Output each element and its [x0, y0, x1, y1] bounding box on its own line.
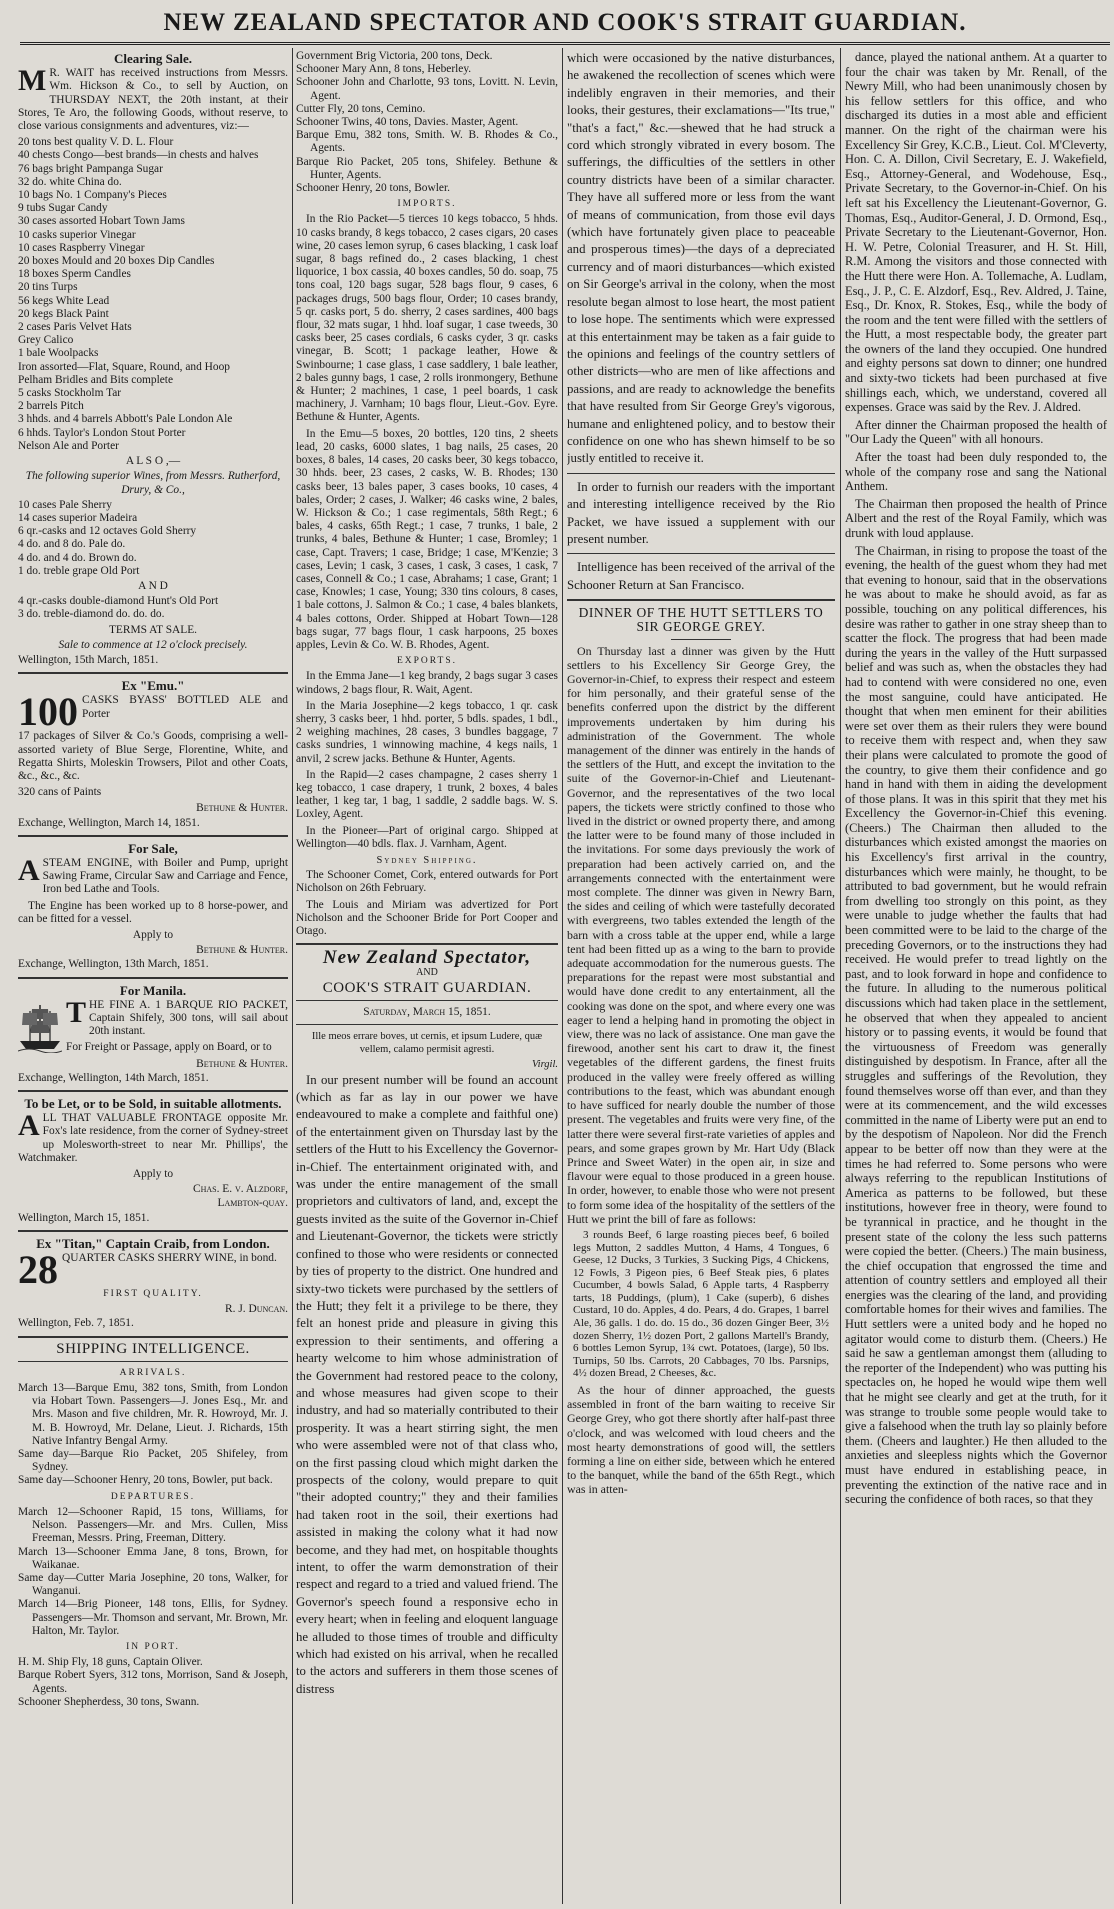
report-paragraph: After dinner the Chairman proposed the health of "Our Lady the Queen" with all honours. [845, 417, 1107, 447]
titan-heading: Ex "Titan," Captain Craib, from London. [36, 1235, 270, 1251]
arrivals-list [18, 1382, 288, 1488]
divider [18, 835, 288, 837]
sale-item: 2 cases Paris Velvet Hats [18, 321, 132, 334]
sydney-list [296, 869, 558, 938]
wines-intro: The following superior Wines, from Messrs. Rutherford, Drury, & Co., [25, 470, 281, 496]
sale-item: Grey Calico [18, 334, 74, 347]
column-rule [292, 48, 293, 1904]
sale-item: 20 tins Turps [18, 281, 78, 294]
sale-item: 10 casks superior Vinegar [18, 228, 136, 241]
wine-item: 10 cases Pale Sherry [18, 498, 112, 511]
supplement-notice: In order to furnish our readers with the important and interesting intelligence received by the Rio Packet, we have issued a supplement with our present number. [567, 479, 835, 546]
clearing-sale-heading: Clearing Sale. [114, 51, 192, 66]
emu-more: 17 packages of Silver & Co.'s Goods, comprising a well-assorted variety of Blue Serge, Florentine, White, and Regatta Shirts, Moleskin Trowsers, Pilot and other Coats, &c., &c., &c. [18, 730, 288, 782]
export-paragraph: In the Maria Josephine—2 kegs tobacco, 1 qr. cask sherry, 3 casks beer, 1 hhd. porter, 5 bdls. spades, 1 bdl., 2 weighing machines, 28 cases, 3 bundles baggage, 7 casks sundries, 1 winnowing machine, 4 kegs nails, 1 anvil, 2 screw jacks. Bethune & Hunter, Agents. [296, 699, 558, 765]
titan-quality: FIRST QUALITY. [103, 1289, 203, 1300]
clearing-sale-items [18, 136, 288, 453]
sale-item: 9 tubs Sugar Candy [18, 202, 108, 215]
divider [18, 672, 288, 674]
port-item: Barque Emu, 382 tons, Smith. W. B. Rhodes & Co., Agents. [296, 129, 558, 155]
departures-heading: DEPARTURES. [110, 1491, 196, 1502]
report-paragraph: The Chairman then proposed the health of Prince Albert and the rest of the Royal Family, which was drunk with loud applause. [845, 496, 1107, 540]
titan-signature: R. J. Duncan. [225, 1303, 288, 1316]
frontage-apply: Apply to [132, 1168, 174, 1181]
drop-cap: A [18, 853, 40, 887]
port-item: Schooner Henry, 20 tons, Bowler. [296, 182, 450, 195]
column-2 [296, 50, 558, 1900]
in-port-list-continued [296, 50, 558, 195]
sale-item: 76 bags bright Pampanga Sugar [18, 162, 163, 175]
frontage-heading: To be Let, or to be Sold, in suitable allotments. [24, 1096, 282, 1112]
divider [567, 553, 835, 554]
wine-item: 14 cases superior Madeira [18, 511, 138, 524]
titan-ad: 28 QUARTER CASKS SHERRY WINE, in bond. [18, 1247, 277, 1293]
manila-date: Exchange, Wellington, 14th March, 1851. [18, 1071, 209, 1084]
sale-item: 18 boxes Sperm Candles [18, 268, 131, 281]
wine-items [18, 499, 288, 578]
export-paragraph: In the Emma Jane—1 keg brandy, 2 bags sugar 3 cases windows, 2 bags flour, R. Wait, Agent. [296, 670, 558, 696]
shipping-heading: SHIPPING INTELLIGENCE. [56, 1340, 250, 1357]
emu-paints: 320 cans of Paints [18, 786, 102, 799]
column-3 [567, 50, 835, 1900]
frontage-ad: ALL THAT VALUABLE FRONTAGE opposite Mr. Fox's late residence, from the corner of Sydney-street up Molesworth-street to near Mr. Phillips', the Watchmaker. [18, 1109, 288, 1164]
port-item: Cutter Fly, 20 tons, Cemino. [296, 102, 426, 115]
dinner-paragraph: On Thursday last a dinner was given by the Hutt settlers to his Excellency Sir George Grey, the Governor-in-Chief, to express their respect and esteem for him personally, and their grateful sense of the benefits conferred upon the district by the different improvements undertaken by him during his administration of the Government. The whole management of the dinner was entirely in the hands of the settlers of the Hutt, and except the invitation to the suite of the Governor-in-Chief and Lieutenant-Governor, and the representatives of the two local papers, the tickets were strictly confined to those who lived in the district or owned property there, and among the latter were to be found many of those included in the invitations. For some days previously the work of preparation had been actively carried on, and the arrangements connected with the entertainment were most complete. The dinner was given in Newry Barn, the sides and ceiling of which were tastefully decorated with evergreens, two tables extended the length of the barn with a cross table at the upper end, while a large tent had been fitted up as a wing to the barn to provide adequate accommodation for the numerous guests. The preparations for the repast were most substantial and would have done credit to any entertainment, all the cooking was done on the spot, and where every one was eager to lend a helping hand in promoting the object in view, there was no lack of assistance. One man gave the firewood, another sent his cart to draw it, the finest vegetables of the different gardens, the finest fruits produced in the valley were freely offered as willing contributions to the feast, which was abundant enough to have sufficed for nearly double the number of those present. The vegetables and fruits were very fine, of the latter there were several first-rate varieties of apples and pears, and some grapes grown by Mr. Hart Udy (Black Prince and Sweet Water) in the open air, in size and flavour were equal to those produced in a green house. In order, however, to enable those who were not present to form some idea of the hospitality of the settlers of the Hutt we print the bill of fare as follows: [567, 643, 835, 1226]
wine-item: 1 do. treble grape Old Port [18, 564, 140, 577]
arrival-item: Same day—Schooner Henry, 20 tons, Bowler, put back. [18, 1474, 273, 1487]
arrival-item: Same day—Barque Rio Packet, 205 Shifeley, from Sydney. [18, 1448, 288, 1474]
divider [18, 1230, 288, 1232]
drop-cap: T [66, 995, 87, 1029]
export-paragraph: In the Rapid—2 cases champagne, 2 cases sherry 1 keg tobacco, 1 case drapery, 1 trunk, 2 boxes, 4 bales leather, 1 keg tar, 1 bag, 1 saddle, 2 saddle bags. W. S. Loxley, Agent. [296, 768, 558, 821]
paper-title-2: COOK'S STRAIT GUARDIAN. [322, 979, 532, 996]
emu-ad: 100 CASKS BYASS' BOTTLED ALE and Porter [18, 689, 288, 735]
departure-item: March 14—Brig Pioneer, 148 tons, Ellis, for Sydney. Passengers—Mr. Thomson and servant, Mr. Brown, Mr. Halton, Mr. Taylor. [18, 1598, 288, 1637]
emu-heading: Ex "Emu." [121, 678, 185, 694]
emu-signature: Bethune & Hunter. [196, 802, 288, 815]
exports-list [296, 670, 558, 851]
masthead-rule [20, 42, 1110, 45]
wine-items-2 [18, 595, 288, 621]
editorial: In our present number will be found an account (which as far as lay in our power we have endeavoured to make a complete and faithful one) of the entertainment given on Thursday last by the settlers of the Hutt to his Excellency the Governor-in-Chief. The entertainment originated with, and was under the entire management of the small proprietors and cultivators of land, and, except the guests invited as the suite of the Governor in-Chief and Lieutenant-Governor, the tickets were strictly confined to those who were residents or connected by ties of property to the district. One hundred and sixty-two tickets were purchased by the settlers of the Hutt; they felt it a privilege to be there, they felt an honest pride and pleasure in giving this expression to their sentiments, and offering a hearty welcome to him whose administration of the Government had restored peace to the colony, and whose measures had given scope to their industry, and had so materially contributed to their prosperity. It was a heart stirring sight, the men who were assembled were not of that class who, on the first passing cloud which might darken the prospects of the colony, would prepare to quit "their adopted country;" they and their families had taken root in the soil, their exertions had assisted in making the colony what it had now become, and they had met, on hospitable thoughts intent, to offer the warm demonstration of their respect and regard to a tried and valued friend. The Governor's speech found a responsive echo in every heart; when in feeling and eloquent language he alluded to those times of trouble and difficulty which had existed on his arrival, when he recalled to the actors and sufferers in them those scenes of distress [296, 1072, 558, 1696]
divider [296, 1024, 558, 1025]
sale-item: 3 hhds. and 4 barrels Abbott's Pale London Ale [18, 413, 233, 426]
sale-item: 10 cases Raspberry Vinegar [18, 241, 145, 254]
import-paragraph: In the Rio Packet—5 tierces 10 kegs tobacco, 5 hhds. 10 casks brandy, 8 kegs tobacco, 2 cases cigars, 20 cases wine, 20 cases lemon syrup, 6 cases blacking, 1 cask loaf sugar, 8 bags refined do., 2 cases blacking, 1 chest liquorice, 1 box cassia, 40 boxes candles, 50 do. soap, 75 tons coal, 120 bags sugar, 528 bags flour, 9 cases, 6 packages drugs, 500 bags flour, Order; 10 cases brandy, 5 qr. casks port, 5 do. sherry, 2 cases sardines, 400 bags flour, 32 mats sugar, 1 hhd. loaf sugar, 1 case tweeds, 30 casks beer, 25 cases cordials, 6 casks cyder, 3 qr. casks vinegar, B. Scott; 1 package leather, Howe & Swinbourne; 1 case glass, 1 case saddlery, 1 bale leather, 2 bales gunny bags, 1 case, 2 rolls ironmongery, Bethune & Hunter; 2 machines, 1 case, 1 peel boards, 1 cask machinery, J. Varnham; 10 bags flour, Lieut.-Gov. Eyre. Bethune & Hunter, Agents. [296, 213, 558, 424]
wine-item: 4 qr.-casks double-diamond Hunt's Old Port [18, 595, 219, 608]
wine-item: 4 do. and 8 do. Pale do. [18, 538, 126, 551]
manila-text: For Freight or Passage, apply on Board, or to [66, 1041, 272, 1054]
drop-cap: M [18, 64, 47, 98]
exports-heading: EXPORTS. [396, 656, 458, 667]
ship-icon [18, 1001, 62, 1053]
engine-ad: ASTEAM ENGINE, with Boiler and Pump, upright Sawing Frame, Circular Saw and Carriage and Fence, Iron bed Lathe and Tools. [18, 853, 288, 896]
divider [18, 1090, 288, 1092]
sydney-paragraph: The Louis and Miriam was advertized for Port Nicholson and the Schooner Bride for Port Cooper and Otago. [296, 898, 558, 937]
clearing-sale-intro: M R. WAIT has received instructions from Messrs. Wm. Hickson & Co., to sell by Auction, on THURSDAY NEXT, the 20th instant, at their Stores, Te Aro, the following Goods, without reserve, to close various consignments and adventures, viz:— [18, 64, 288, 133]
column-4 [845, 50, 1107, 1900]
divider [18, 977, 288, 979]
divider [567, 599, 835, 601]
sale-item: Nelson Ale and Porter [18, 439, 119, 452]
sydney-heading: Sydney Shipping. [376, 854, 478, 866]
dinner-heading: DINNER OF THE HUTT SETTLERS TO SIR GEORGE GREY. [578, 605, 824, 635]
wine-item: 3 do. treble-diamond do. do. do. [18, 608, 165, 621]
port-item: Schooner Mary Ann, 8 tons, Heberley. [296, 63, 472, 76]
sale-item: 2 barrels Pitch [18, 400, 84, 413]
engine-apply: Apply to [132, 928, 174, 941]
frontage-signature-2: Lambton-quay. [217, 1197, 288, 1210]
engine-date: Exchange, Wellington, 13th March, 1851. [18, 958, 209, 971]
report-paragraph: The Chairman, in rising to propose the toast of the evening, the health of the guest whom they had met that evening to honour, said that in the observations he was about to make he should avoid, as far as possible, touching on any political differences, his desire was rather to gather in one stray sheep than to scatter the flock. The progress that had been made during the years in the valley of the Hutt surpassed belief and was such as, when the obstacles they had had to contend with were considered no one, even the most sanguine, could have anticipated. He thought that when men eminent for their abilities were set over them as their rulers they were bound to receive them with respect and, when they saw their plans were calculated to promote the good of the country, to give them their confidence and go hand in hand with them in aiding the development of those plans. It was in this spirit that they met his Excellency the Governor-in-Chief this evening. (Cheers.) The Chairman then alluded to the disturbances which existed amongst the maories on his Excellency's first arrival in the country, disturbances which were mainly, he thought, to be attributed to bad government, but he would refrain from dwelling too strongly on this point, as they were unable to judge whether the faults that had been committed were to be laid to the charge of the preceding Governors, or to the instructions they had received. He would prefer to tread lightly on the past, and to look forward in hope and confidence to the future. In alluding to the numerous political discussions which had taken place in the settlement, he observed that when they appealed to ancient history or to passing events, it would be found that the virtuousness of Freedom was generally distinguished by despotism. In France, after all the struggles and sufferings of the Revolution, they found themselves worse off than ever, and than they were at its commencement, and the wild excesses committed in the name of Liberty were put an end to by the despotism of Napoleon. Nor did the French appear to be better off now than they were at the times he had referred to. Some persons who were always referring to the republican Institutions of America as patterns to be followed, but these institutions, however free in theory, were found to be tyrannical in practice, and he thought in the present state of the colony the less such patterns were copied the better. (Cheers.) The main business, the chief occupation that engrossed the time and attention of country settlers and employed all their energies was the clearing of the land, and providing comfortable homes for their wives and families. The Hutt settlers were a united body and he hoped no agitator would come to disturb them. (Cheers.) He said he saw a gentleman amongst them (alluding to the reporter of the Independent) who was putting his spectacles on, he hoped he would wipe them well that he might see clearly and get at the truth, for it was strange to trouble some people would take to give a falsehood when the truth lay so plainly before them. (Cheers and laughter.) He then alluded to the anxieties and sleepless nights which the Governor must have endured in establishing peace, in preventing the extinction of the native race and in securing the confidence of both races, so that they [845, 543, 1107, 1507]
column-rule [840, 48, 841, 1904]
sale-item: 30 cases assorted Hobart Town Jams [18, 215, 185, 228]
report-paragraph: After the toast had been duly responded to, the whole of the company rose and sang the National Anthem. [845, 450, 1107, 494]
imports-heading: IMPORTS. [397, 199, 457, 210]
sale-item: 20 boxes Mould and 20 boxes Dip Candles [18, 255, 215, 268]
divider [18, 1361, 288, 1362]
masthead: NEW ZEALAND SPECTATOR AND COOK'S STRAIT GUARDIAN. [163, 9, 967, 36]
divider [671, 639, 731, 640]
export-paragraph: In the Pioneer—Part of original cargo. Shipped at Wellington—40 bdls. flax. J. Varnham, Agent. [296, 824, 558, 850]
motto-source: Virgil. [532, 1059, 558, 1071]
frontage-signature: Chas. E. v. Alzdorf, [193, 1183, 288, 1196]
report-paragraph: dance, played the national anthem. At a quarter to four the chair was taken by Mr. Renall, of the Newry Mill, who had been unanimously chosen by his fellow settlers for this office, and who discharged its duties in a most able and efficient manner. On the right of the chairman were his Excellency Sir Grey, K.C.B., Lieut. Col. M'Cleverty, Hon. C. A. Dillon, Civil Secretary, E. J. Wakefield, Esq., Attorney-General, and Wodehouse, Esq., Private Secretary, to the Governor-in-Chief. On his left sat his Excellency the Lieutenant-Governor, G. Thomas, Esq., Auditor-General, J. D. Ormond, Esq., Private Secretary to the Lieutenant-Governor, Hon. H. W. Petre, Colonial Treasurer, and H. St. Hill, R.M. Among the visitors and those connected with the Hutt there were Hon. A. Tollemache, A. Ludlam, Esq., J. P., C. E. Alzdorf, Esq., Rev. Aldred, J. Taine, Esq., Dr. Knox, R. Stokes, Esq., while the body of the room and the tent were filled with the settlers of the Hutt, a most respectable body, the greater part the owners of the land they occupied. One hundred and eighty persons sat down to dinner; one hundred and sixty-two tickets had been purchased at five shillings each, which, we understand, covered all expenses. Grace was said by the Rev. J. Aldred. [845, 50, 1107, 415]
port-item: Schooner John and Charlotte, 93 tons, Lovitt. N. Levin, Agent. [296, 76, 558, 102]
motto: Ille meos errare boves, ut cernis, et ipsum Ludere, quæ vellem, calamo permisit agresti. [311, 1031, 543, 1056]
departure-item: March 13—Schooner Emma Jane, 8 tons, Brown, for Waikanae. [18, 1545, 288, 1571]
frontage-date: Wellington, March 15, 1851. [18, 1211, 150, 1224]
wine-item: 4 do. and 4 do. Brown do. [18, 551, 137, 564]
arrival-item: March 13—Barque Emu, 382 tons, Smith, from London via Hobart Town. Passengers—J. Jones Esq., Mr. and Mrs. Mason and five children, Mr. R. Howroyd, Mr. J. M. B. Howroyd, Mr. Delane, Lieut. J. Richards, 15th Native Infantry Bengal Army. [18, 1382, 288, 1447]
departure-item: March 12—Schooner Rapid, 15 tons, Williams, for Nelson. Passengers—Mr. and Mrs. Cullen, Miss Freeman, Messrs. Pring, Freeman, Dittery. [18, 1505, 288, 1545]
engine-heading: For Sale, [128, 840, 178, 856]
clearing-date: Wellington, 15th March, 1851. [18, 653, 159, 666]
port-item: Barque Robert Syers, 312 tons, Morrison, Sand & Joseph, Agents. [18, 1669, 288, 1695]
sale-time: Sale to commence at 12 o'clock precisely. [58, 638, 248, 651]
drop-cap: A [18, 1109, 40, 1143]
divider [296, 943, 558, 945]
sale-item: 32 do. white China do. [18, 175, 122, 188]
sale-item: Pelham Bridles and Bits complete [18, 373, 174, 386]
port-item: Government Brig Victoria, 200 tons, Deck. [296, 50, 493, 62]
in-port-list [18, 1656, 288, 1709]
engine-signature: Bethune & Hunter. [196, 944, 288, 957]
titan-date: Wellington, Feb. 7, 1851. [18, 1317, 134, 1330]
in-port-heading: IN PORT. [126, 1641, 180, 1652]
column-1 [18, 50, 288, 1900]
sale-item: 6 hhds. Taylor's London Stout Porter [18, 426, 186, 439]
imports-list [296, 213, 558, 652]
dinner-report [567, 644, 835, 1226]
dinner-report-continued [845, 50, 1107, 1507]
paper-and: AND [416, 967, 438, 979]
departures-list [18, 1506, 288, 1638]
column-rule [562, 48, 563, 1904]
paper-title: New Zealand Spectator, [322, 947, 532, 969]
big-number: 28 [18, 1247, 58, 1293]
divider [567, 473, 835, 474]
intelligence-notice: Intelligence has been received of the arrival of the Schooner Return at San Francisco. [567, 560, 835, 592]
port-item: H. M. Ship Fly, 18 guns, Captain Oliver. [18, 1656, 203, 1669]
departure-item: Same day—Cutter Maria Josephine, 20 tons, Walker, for Wanganui. [18, 1571, 288, 1598]
sale-item: 10 bags No. 1 Company's Pieces [18, 189, 167, 202]
also-heading: A L S O ,— [125, 455, 181, 468]
emu-date: Exchange, Wellington, March 14, 1851. [18, 816, 200, 829]
arrivals-heading: ARRIVALS. [119, 1367, 187, 1378]
sale-item: 5 casks Stockholm Tar [18, 387, 122, 400]
sale-item: 20 tons best quality V. D. L. Flour [18, 136, 174, 149]
engine-text: The Engine has been worked up to 8 horse-power, and can be fitted for a vessel. [18, 899, 288, 925]
paper-date: Saturday, March 15, 1851. [363, 1005, 491, 1018]
import-paragraph: In the Emu—5 boxes, 20 bottles, 120 tins, 2 sheets lead, 20 casks, 6000 slates, 1 bag nails, 25 cases, 20 boxes, 8 bales, 14 cases, 20 casks beer, 30 kegs tobacco, 30 hhds. beer, 23 cases, 2 casks, W. B. Rhodes; 130 casks beer, 13 bales paper, 3 cases books, 10 cases, 4 bales, Order; 2 cases, J. Walker; 46 casks wine, 2 bales, W. Hickson & Co.; 1 case regimentals, 58th Regt.; 6 bales, 4 casks, 65th Regt.; 1 case, 7 trunks, 1 bale, 2 trunks, 4 bales, Bethune & Hunter; 1 case, Bromley; 1 case, Capt. Travers; 1 case, Bridge; 1 case, M'Kenzie; 3 cases, Levin; 1 cask, 3 cases, 1 cask, 3 cases, 1 cask, 7 cases, Connell & Co.; 1 case, Abrahams; 1 case, Grant; 1 case, Knowles; 1 case, Young; 330 tins colours, 8 cases, 1 bale cottons, J. Salmon & Co.; 1 case, 4 bales blankets, 4 bales cottons, Order. Shipped at Hobart Town—128 bags sugar, 77 bags flour, 1 cask harpoons, 25 boxes apples, Levin & Co. W. B. Rhodes, Agent. [296, 427, 558, 651]
port-item: Schooner Shepherdess, 30 tons, Swann. [18, 1695, 200, 1708]
sale-item: 1 bale Woolpacks [18, 347, 99, 360]
manila-heading: For Manila. [119, 982, 187, 998]
sale-item: Iron assorted—Flat, Square, Round, and Hoop [18, 360, 230, 373]
dinner-arrival: As the hour of dinner approached, the guests assembled in front of the barn waiting to receive Sir George Grey, who got there shortly after half-past three o'clock, and was welcomed with loud cheers and the most hearty demonstrations of good will, the settlers forming a line on either side, between which he entered to the banquet, while the band of the 65th Regt., which was in atten- [567, 1383, 835, 1497]
and-heading: A N D [138, 579, 168, 592]
divider [296, 1000, 558, 1001]
sale-item: 20 kegs Black Paint [18, 307, 109, 320]
sale-item: 40 chests Congo—best brands—in chests and halves [18, 149, 259, 162]
wine-item: 6 qr.-casks and 12 octaves Gold Sherry [18, 525, 197, 538]
manila-ad: THE FINE A. 1 BARQUE RIO PACKET, Captain Shifely, 300 tons, will sail about 20th instant. [66, 995, 288, 1038]
sydney-paragraph: The Schooner Comet, Cork, entered outwards for Port Nicholson on 26th February. [296, 869, 558, 895]
terms-at-sale: TERMS AT SALE. [108, 623, 198, 636]
port-item: Schooner Twins, 40 tons, Davies. Master, Agent. [296, 116, 519, 129]
divider [18, 1336, 288, 1338]
port-item: Barque Rio Packet, 205 tons, Shifeley. Bethune & Hunter, Agents. [296, 155, 558, 181]
big-number: 100 [18, 689, 78, 735]
manila-signature: Bethune & Hunter. [196, 1057, 288, 1070]
editorial-continued: which were occasioned by the native disturbances, he awakened the recollection of scenes which were indelibly engraven in their memories, and their looks, their gestures, their exclamations—"Its true," "that's a fact," &c.—shewed that he had struck a cord which strongly vibrated in every bosom. The sufferings, the difficulties of the settlers in other country districts have been of a similar character. They have all suffered more or less from the want of means of communication, from those evil days (which have fortunately given place to peaceable and prosperous times)—the days of a depreciated currency and of maori disturbances—which existed on Sir George's arrival in the colony, when the most resolute began almost to lose heart, the most patient to lose hope. The sentiments which were expressed at this entertainment may be taken as a fair guide to the opinions and feelings of the country settlers of other districts—who are men of like affections and passions, and are ready to acknowledge the benefits that have resulted from Sir George Grey's vigorous, humane and enlightened policy, and to bestow their confidence on one who has shewn himself to be so justly entitled to receive it. [567, 51, 835, 466]
bill-of-fare: 3 rounds Beef, 6 large roasting pieces beef, 6 boiled legs Mutton, 2 saddles Mutton, 4 Hams, 4 Tongues, 6 Geese, 12 Ducks, 3 Turkies, 3 Sucking Pigs, 4 Chickens, 12 Fowls, 3 Pigeon pies, 6 Beef Steak pies, 6 plates Cucumber, 4 bowls Salad, 6 Apple tarts, 4 Raspberry tarts, 18 Puddings, (plum), 1 Cake (superb), 6 dishes Custard, 10 do. Apples, 4 do. Pears, 4 do. Grapes, 1 barrel Ale, 36 galls. 1 do. do. 15 do., 36 dozen Ginger Beer, 3½ dozen Sherry, 1½ dozen Port, 2 gallons Martell's Brandy, 6 bottles Lemon Syrup, 1¾ cwt. Potatoes, (large), 50 lbs. Turnips, 50 lbs. Carrots, 20 Cabbages, 70 lbs. Parsnips, 4½ dozen Bread, 2 Cheeses, &c. [573, 1228, 829, 1380]
sale-item: 56 kegs White Lead [18, 294, 110, 307]
